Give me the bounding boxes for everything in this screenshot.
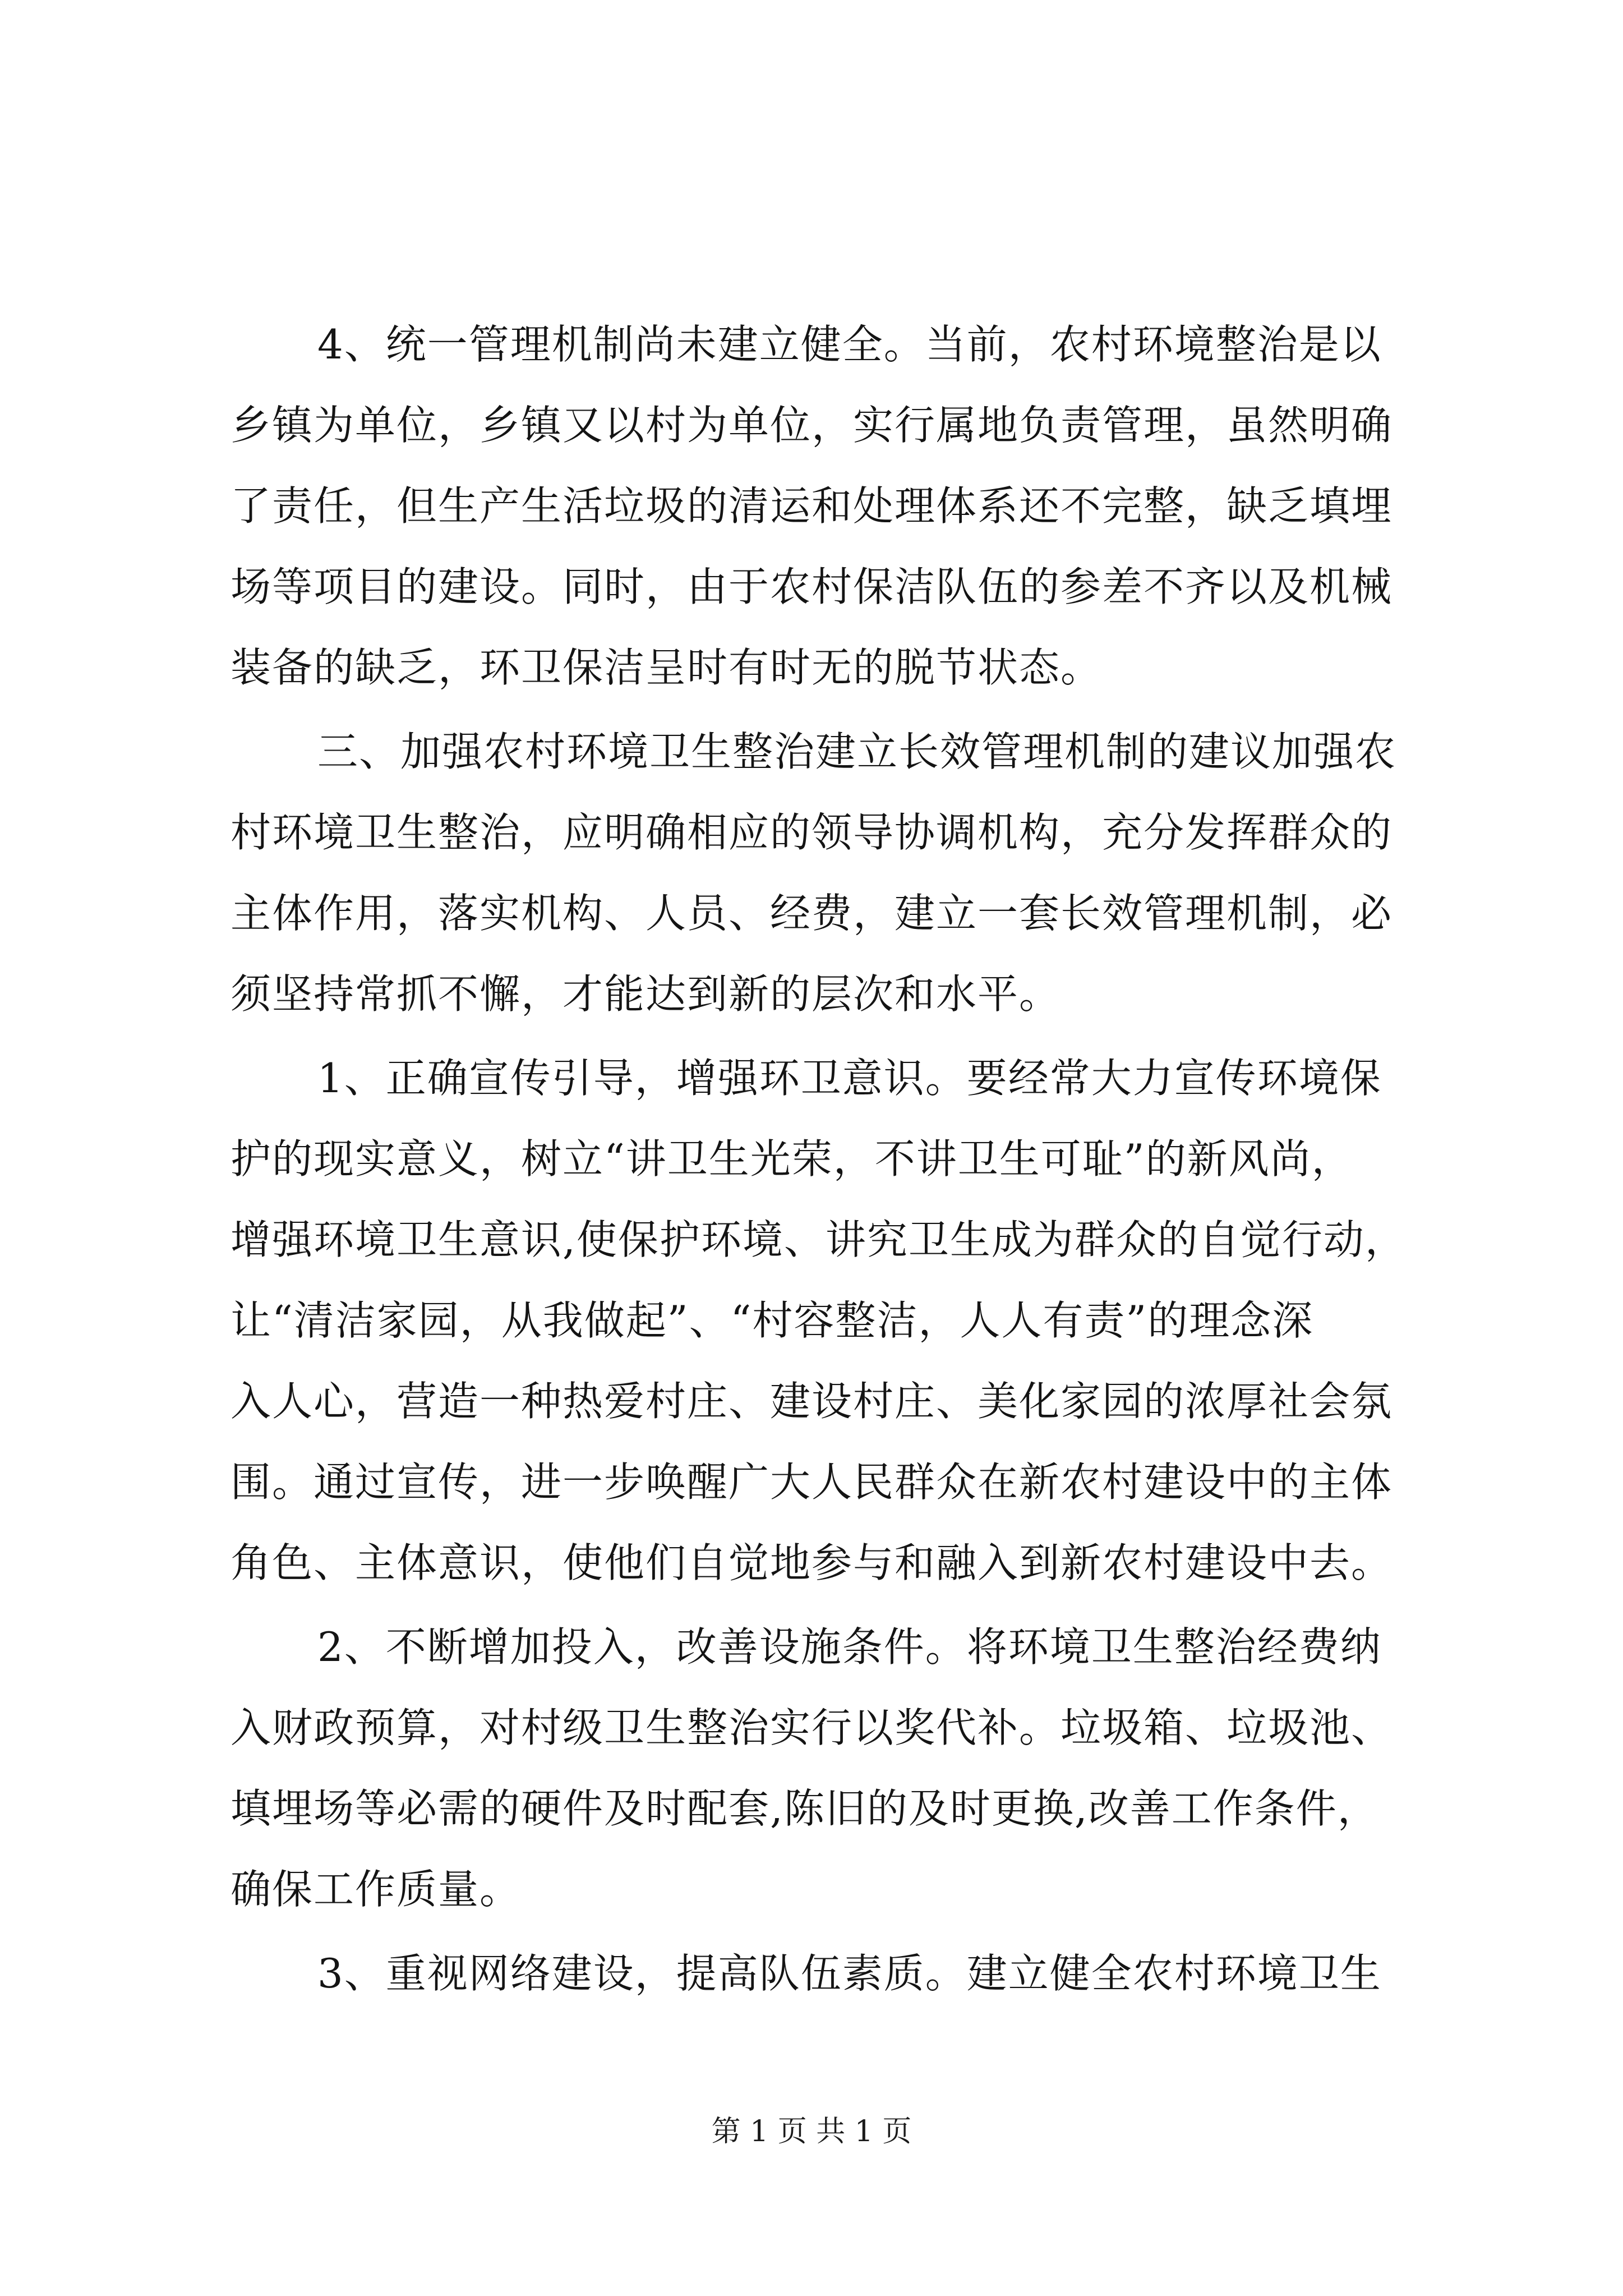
paragraph-4-line-5: 装备的缺乏，环卫保洁呈时有时无的脱节状态。	[230, 644, 1103, 691]
paragraph-4-line-4: 场等项目的建设。同时，由于农村保洁队伍的参差不齐以及机械	[230, 563, 1393, 610]
document-body	[230, 304, 1430, 2014]
paragraph-1-line-1: 1、正确宣传引导，增强环卫意识。要经常大力宣传环境保	[317, 1055, 1382, 1102]
section-three-line-4: 须坚持常抓不懈，才能达到新的层次和水平。	[230, 970, 1061, 1018]
page-number-footer: 第 1 页 共 1 页	[711, 2115, 912, 2148]
section-three-line-1: 三、加强农村环境卫生整治建立长效管理机制的建议加强农	[317, 728, 1397, 775]
paragraph-1-line-4: 让“清洁家园，从我做起”、“村容整洁，人人有责”的理念深	[230, 1297, 1314, 1344]
section-three-line-2: 村环境卫生整治，应明确相应的领导协调机构，充分发挥群众的	[230, 809, 1393, 856]
paragraph-1-line-6: 围。通过宣传，进一步唤醒广大人民群众在新农村建设中的主体	[230, 1458, 1393, 1506]
paragraph-2-line-4: 确保工作质量。	[230, 1866, 522, 1913]
paragraph-2-line-2: 入财政预算，对村级卫生整治实行以奖代补。垃圾箱、垃圾池、	[230, 1704, 1393, 1751]
paragraph-2-line-1: 2、不断增加投入，改善设施条件。将环境卫生整治经费纳	[317, 1623, 1382, 1671]
paragraph-1-line-5: 入人心，营造一种热爱村庄、建设村庄、美化家园的浓厚社会氛	[230, 1378, 1393, 1425]
paragraph-1-line-7: 角色、主体意识，使他们自觉地参与和融入到新农村建设中去。	[230, 1539, 1393, 1586]
paragraph-4-line-1: 4、统一管理机制尚未建立健全。当前，农村环境整治是以	[317, 321, 1382, 368]
section-three-line-3: 主体作用，落实机构、人员、经费，建立一套长效管理机制，必	[230, 890, 1393, 937]
paragraph-3-line-1: 3、重视网络建设，提高队伍素质。建立健全农村环境卫生	[317, 1950, 1382, 1997]
paragraph-4-line-2: 乡镇为单位，乡镇又以村为单位，实行属地负责管理，虽然明确	[230, 402, 1393, 449]
paragraph-2-line-3: 填埋场等必需的硬件及时配套,陈旧的及时更换,改善工作条件，	[230, 1785, 1379, 1832]
paragraph-1-line-3: 增强环境卫生意识,使保护环境、讲究卫生成为群众的自觉行动，	[230, 1216, 1407, 1263]
paragraph-4-line-3: 了责任，但生产生活垃圾的清运和处理体系还不完整，缺乏填埋	[230, 482, 1393, 530]
paragraph-1-line-2: 护的现实意义，树立“讲卫生光荣，不讲卫生可耻”的新风尚，	[230, 1135, 1353, 1182]
